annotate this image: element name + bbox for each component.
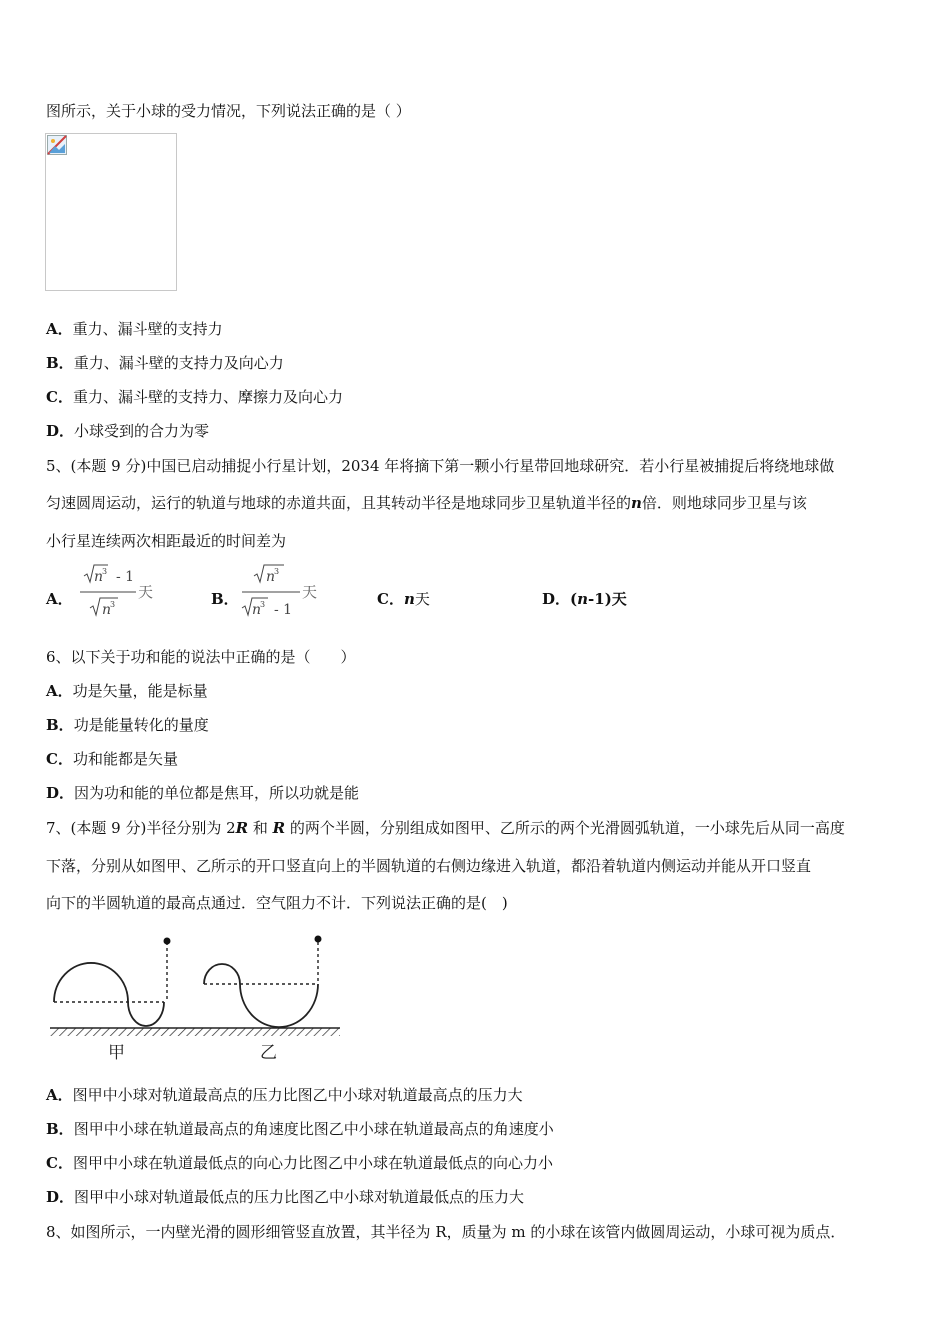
option-text: 因为功和能的单位都是焦耳，所以功就是能 xyxy=(74,784,360,802)
label-jia: 甲 xyxy=(108,1043,125,1063)
q7-stem-line3: 向下的半圆轨道的最高点通过．空气阻力不计．下列说法正确的是( ) xyxy=(46,894,508,912)
q5-option-b-letter xyxy=(211,589,239,609)
option-letter: C． xyxy=(46,1154,73,1172)
q7-option-c xyxy=(46,1153,553,1173)
option-text: 功和能都是矢量 xyxy=(72,750,178,768)
option-text: 图甲中小球对轨道最高点的压力比图乙中小球对轨道最高点的压力大 xyxy=(72,1086,523,1104)
q6-option-a xyxy=(46,681,208,701)
q7-option-d xyxy=(46,1187,524,1207)
var-r: R xyxy=(235,819,249,837)
q7-line1-a: 7、(本题 9 分)半径分别为 2 xyxy=(46,819,236,837)
svg-text:n: n xyxy=(266,569,276,585)
q4-option-a xyxy=(46,319,223,339)
q8-stem-line1: 8、如图所示，一内壁光滑的圆形细管竖直放置，其半径为 R，质量为 m 的小球在该管内做圆周运动，小球可视为质点． xyxy=(46,1223,846,1241)
q5-option-b-fraction xyxy=(240,562,324,630)
option-letter: D． xyxy=(46,1188,75,1206)
q5-var-n: n xyxy=(631,494,642,512)
yi-upper-arc xyxy=(204,964,240,984)
ground-hatch xyxy=(50,1028,340,1036)
option-text: 重力、漏斗壁的支持力 xyxy=(72,320,223,338)
q5-line2-b: 倍．则地球同步卫星与该 xyxy=(641,494,807,512)
option-letter: A． xyxy=(46,1086,73,1104)
q7-line1-c: 的两个半圆，分别组成如图甲、乙所示的两个光滑圆弧轨道，一小球先后从同一高度 xyxy=(285,819,845,837)
q5-stem-line3: 小行星连续两次相距最近的时间差为 xyxy=(46,532,287,550)
option-text: 图甲中小球对轨道最低点的压力比图乙中小球对轨道最低点的压力大 xyxy=(74,1188,525,1206)
option-letter: C． xyxy=(46,388,73,406)
option-letter: B． xyxy=(46,354,74,372)
yi-ball xyxy=(315,936,322,943)
option-text-tail: -1)天 xyxy=(588,590,627,608)
var-n: n xyxy=(403,590,415,608)
jia-ball xyxy=(164,938,171,945)
q4-option-c xyxy=(46,387,343,407)
var-r: R xyxy=(272,819,286,837)
q7-stem-line2: 下落，分别从如图甲、乙所示的开口竖直向上的半圆轨道的右侧边缘进入轨道，都沿着轨道内侧运动并能从开口竖直 xyxy=(46,857,812,875)
q4-option-d xyxy=(46,421,209,441)
option-letter: A． xyxy=(46,682,73,700)
option-letter: D． xyxy=(46,784,75,802)
q6-option-b xyxy=(46,715,209,735)
option-letter: A． xyxy=(46,590,73,608)
option-text: 重力、漏斗壁的支持力、摩擦力及向心力 xyxy=(72,388,343,406)
q6-option-c xyxy=(46,749,178,769)
svg-text:3: 3 xyxy=(102,567,108,576)
yi-lower-arc xyxy=(240,984,318,1027)
svg-text:n: n xyxy=(252,602,262,618)
q5-option-a-letter xyxy=(46,589,73,609)
option-text: 功是矢量，能是标量 xyxy=(72,682,208,700)
broken-image-placeholder xyxy=(45,133,177,291)
svg-text:3: 3 xyxy=(274,567,280,576)
q5-stem-line1: 5、(本题 9 分)中国已启动捕捉小行星计划，2034 年将摘下第一颗小行星带回地球研究．若小行星被捕捉后将绕地球做 xyxy=(46,457,835,475)
q7-option-a xyxy=(46,1085,523,1105)
q6-stem: 6、以下关于功和能的说法中正确的是（ ） xyxy=(46,648,356,666)
q5-option-c xyxy=(377,589,430,609)
q7-line1-b: 和 xyxy=(248,819,273,837)
option-letter: B． xyxy=(46,1120,74,1138)
option-letter: A． xyxy=(46,320,73,338)
option-letter: B． xyxy=(46,716,74,734)
option-letter: B． xyxy=(211,590,239,608)
option-letter: C． xyxy=(377,590,404,608)
q4-stem: 图所示，关于小球的受力情况，下列说法正确的是（ ） xyxy=(46,102,411,120)
q6-option-d xyxy=(46,783,359,803)
option-text: 功是能量转化的量度 xyxy=(73,716,209,734)
option-text: 重力、漏斗壁的支持力及向心力 xyxy=(73,354,284,372)
q4-option-b xyxy=(46,353,284,373)
option-letter: D． xyxy=(46,422,75,440)
q7-option-b xyxy=(46,1119,554,1139)
unit-day: 天 xyxy=(302,583,318,601)
broken-image-icon xyxy=(47,135,67,155)
option-text: 图甲中小球在轨道最低点的向心力比图乙中小球在轨道最低点的向心力小 xyxy=(72,1154,553,1172)
track-diagram xyxy=(46,930,346,1070)
var-n: n xyxy=(577,590,589,608)
q7-track-figure xyxy=(46,930,346,1074)
unit-day: 天 xyxy=(414,590,430,608)
jia-lower-arc xyxy=(128,1002,164,1026)
svg-text:n: n xyxy=(102,602,112,618)
q7-stem-line1 xyxy=(46,818,845,838)
svg-text:3: 3 xyxy=(110,600,116,609)
q5-option-d xyxy=(542,589,627,609)
q5-line2-a: 匀速圆周运动，运行的轨道与地球的赤道共面，且其转动半径是地球同步卫星轨道半径的 xyxy=(46,494,632,512)
svg-text:n: n xyxy=(94,569,104,585)
option-text: 图甲中小球在轨道最高点的角速度比图乙中小球在轨道最高点的角速度小 xyxy=(73,1120,554,1138)
q5-stem-line2 xyxy=(46,493,807,513)
option-text: 小球受到的合力为零 xyxy=(74,422,210,440)
svg-text:- 1: - 1 xyxy=(116,569,135,585)
svg-text:3: 3 xyxy=(260,600,266,609)
unit-day: 天 xyxy=(138,583,154,601)
label-yi: 乙 xyxy=(260,1043,277,1063)
option-letter: C． xyxy=(46,750,73,768)
paren-open: ( xyxy=(570,590,578,608)
jia-upper-arc xyxy=(54,963,128,1002)
q5-option-a-fraction xyxy=(78,562,160,630)
svg-text:- 1: - 1 xyxy=(274,602,293,618)
option-letter: D． xyxy=(542,590,571,608)
